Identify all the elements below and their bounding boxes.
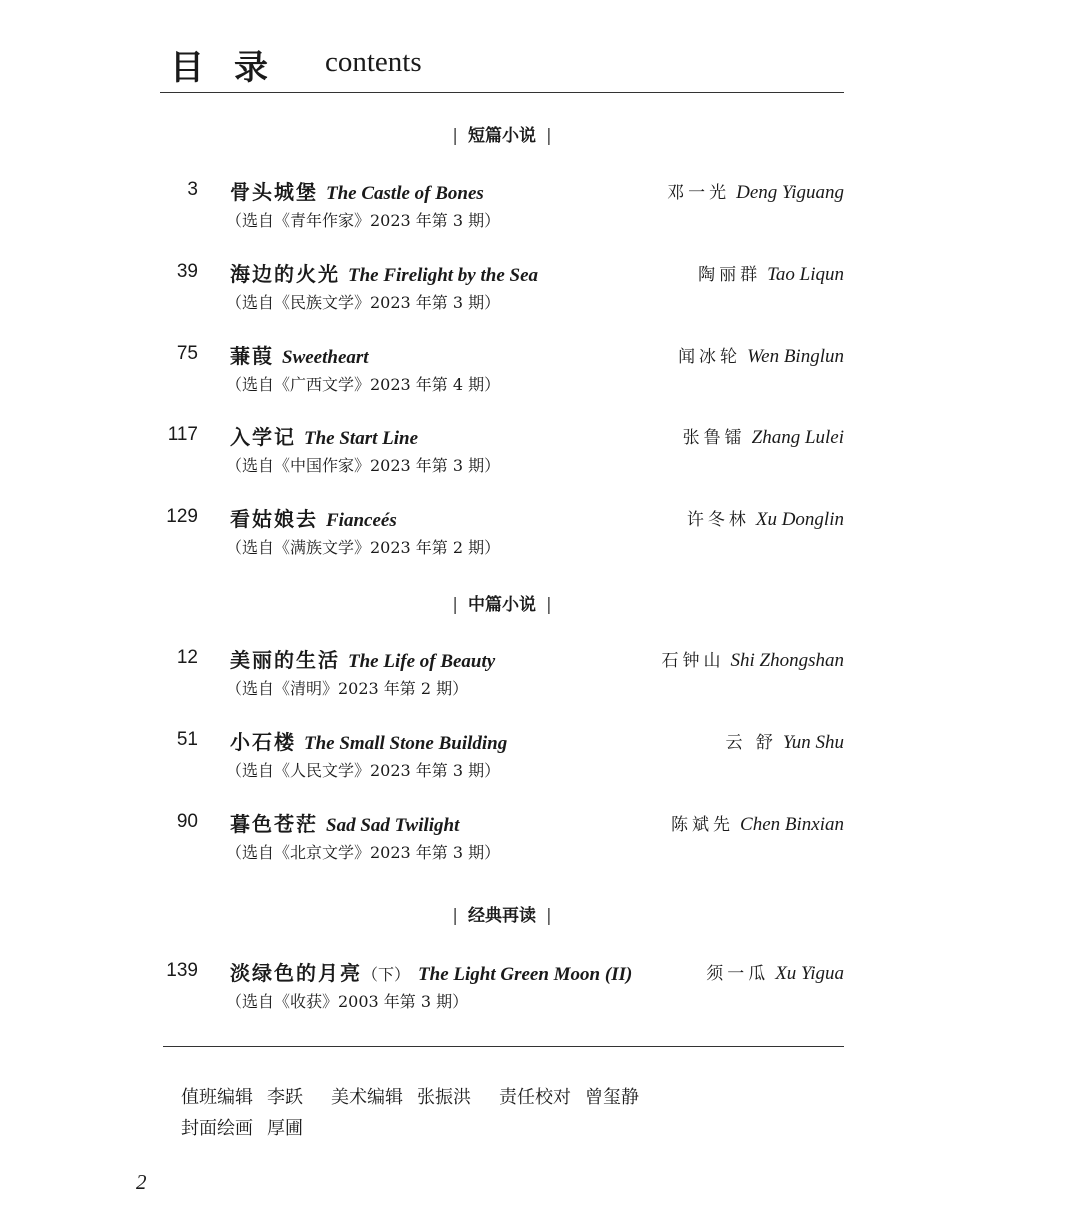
toc-entry[interactable] — [160, 258, 844, 320]
entry-title: 美丽的生活 The Life of Beauty — [230, 648, 496, 672]
footer-divider — [163, 1046, 844, 1047]
entry-title: 海边的火光 The Firelight by the Sea — [230, 262, 538, 286]
entry-title-en: Sad Sad Twilight — [326, 815, 460, 836]
staff-credits-line-1: 值班编辑 李跃 美术编辑 张振洪 责任校对 曾玺静 — [181, 1087, 639, 1108]
entry-author: 邓一光 Deng Yiguang — [667, 182, 844, 203]
toc-entry[interactable] — [160, 808, 844, 870]
entry-title: 骨头城堡 The Castle of Bones — [230, 180, 484, 204]
entry-source: （选自《广西文学》2023 年第 4 期） — [226, 375, 501, 394]
folio-page-number: 2 — [136, 1170, 147, 1194]
entry-title-en: The Life of Beauty — [348, 651, 496, 672]
page-number: 139 — [166, 960, 198, 981]
entry-author: 陈斌先 Chen Binxian — [671, 814, 844, 835]
page-number: 39 — [176, 261, 198, 282]
entry-author: 张鲁镭 Zhang Lulei — [682, 427, 844, 448]
entry-author: 许冬林 Xu Donglin — [686, 509, 844, 530]
page-title-cn: 目录 — [170, 48, 298, 88]
entry-author: 陶丽群 Tao Liqun — [698, 264, 844, 285]
page-number: 3 — [187, 179, 198, 200]
toc-entry[interactable] — [160, 176, 844, 238]
entry-source: （选自《满族文学》2023 年第 2 期） — [226, 538, 501, 557]
entry-volume: （下） — [362, 965, 411, 984]
page-number: 75 — [176, 343, 198, 364]
toc-entry[interactable] — [160, 726, 844, 788]
staff-credits-line-2: 封面绘画 厚圃 — [181, 1118, 303, 1139]
toc-entry[interactable] — [160, 421, 844, 483]
entry-title: 淡绿色的月亮（下） The Light Green Moon (II) — [230, 961, 633, 985]
entry-title: 入学记 The Start Line — [230, 425, 419, 449]
entry-source: （选自《民族文学》2023 年第 3 期） — [226, 293, 501, 312]
section-heading-novellas: | 中篇小说 | — [452, 595, 552, 615]
entry-source: （选自《清明》2023 年第 2 期） — [226, 679, 469, 698]
page-title-en: contents — [325, 46, 422, 78]
entry-title-en: The Light Green Moon (II) — [418, 964, 633, 985]
page-number: 129 — [166, 506, 198, 527]
entry-source: （选自《中国作家》2023 年第 3 期） — [226, 456, 501, 475]
entry-source: （选自《北京文学》2023 年第 3 期） — [226, 843, 501, 862]
page-number: 90 — [176, 811, 198, 832]
entry-title-en: Sweetheart — [282, 347, 369, 368]
toc-entry[interactable] — [160, 957, 844, 1019]
entry-title-en: Fianceés — [326, 510, 397, 531]
entry-title-en: The Castle of Bones — [326, 183, 484, 204]
entry-title-en: The Firelight by the Sea — [348, 265, 538, 286]
contents-header — [160, 38, 844, 93]
entry-title: 蒹葭 Sweetheart — [230, 344, 369, 368]
entry-title: 看姑娘去 Fianceés — [230, 507, 397, 531]
toc-entry[interactable] — [160, 503, 844, 565]
page-number: 117 — [167, 424, 198, 445]
entry-title-en: The Start Line — [304, 428, 419, 449]
entry-title: 暮色苍茫 Sad Sad Twilight — [230, 812, 460, 836]
entry-source: （选自《青年作家》2023 年第 3 期） — [226, 211, 501, 230]
entry-author: 闻冰轮 Wen Binglun — [678, 346, 844, 367]
entry-author: 石钟山 Shi Zhongshan — [661, 650, 844, 671]
page-number: 51 — [176, 729, 198, 750]
entry-source: （选自《收获》2003 年第 3 期） — [226, 992, 469, 1011]
entry-title-en: The Small Stone Building — [304, 733, 508, 754]
toc-entry[interactable] — [160, 644, 844, 706]
toc-entry[interactable] — [160, 340, 844, 402]
entry-author: 须一瓜 Xu Yigua — [706, 963, 844, 984]
entry-author: 云 舒 Yun Shu — [725, 732, 844, 753]
section-heading-short-stories: | 短篇小说 | — [452, 126, 552, 146]
page-number: 12 — [176, 647, 198, 668]
section-heading-classics: | 经典再读 | — [452, 906, 552, 926]
entry-title: 小石楼 The Small Stone Building — [230, 730, 508, 754]
entry-source: （选自《人民文学》2023 年第 3 期） — [226, 761, 501, 780]
